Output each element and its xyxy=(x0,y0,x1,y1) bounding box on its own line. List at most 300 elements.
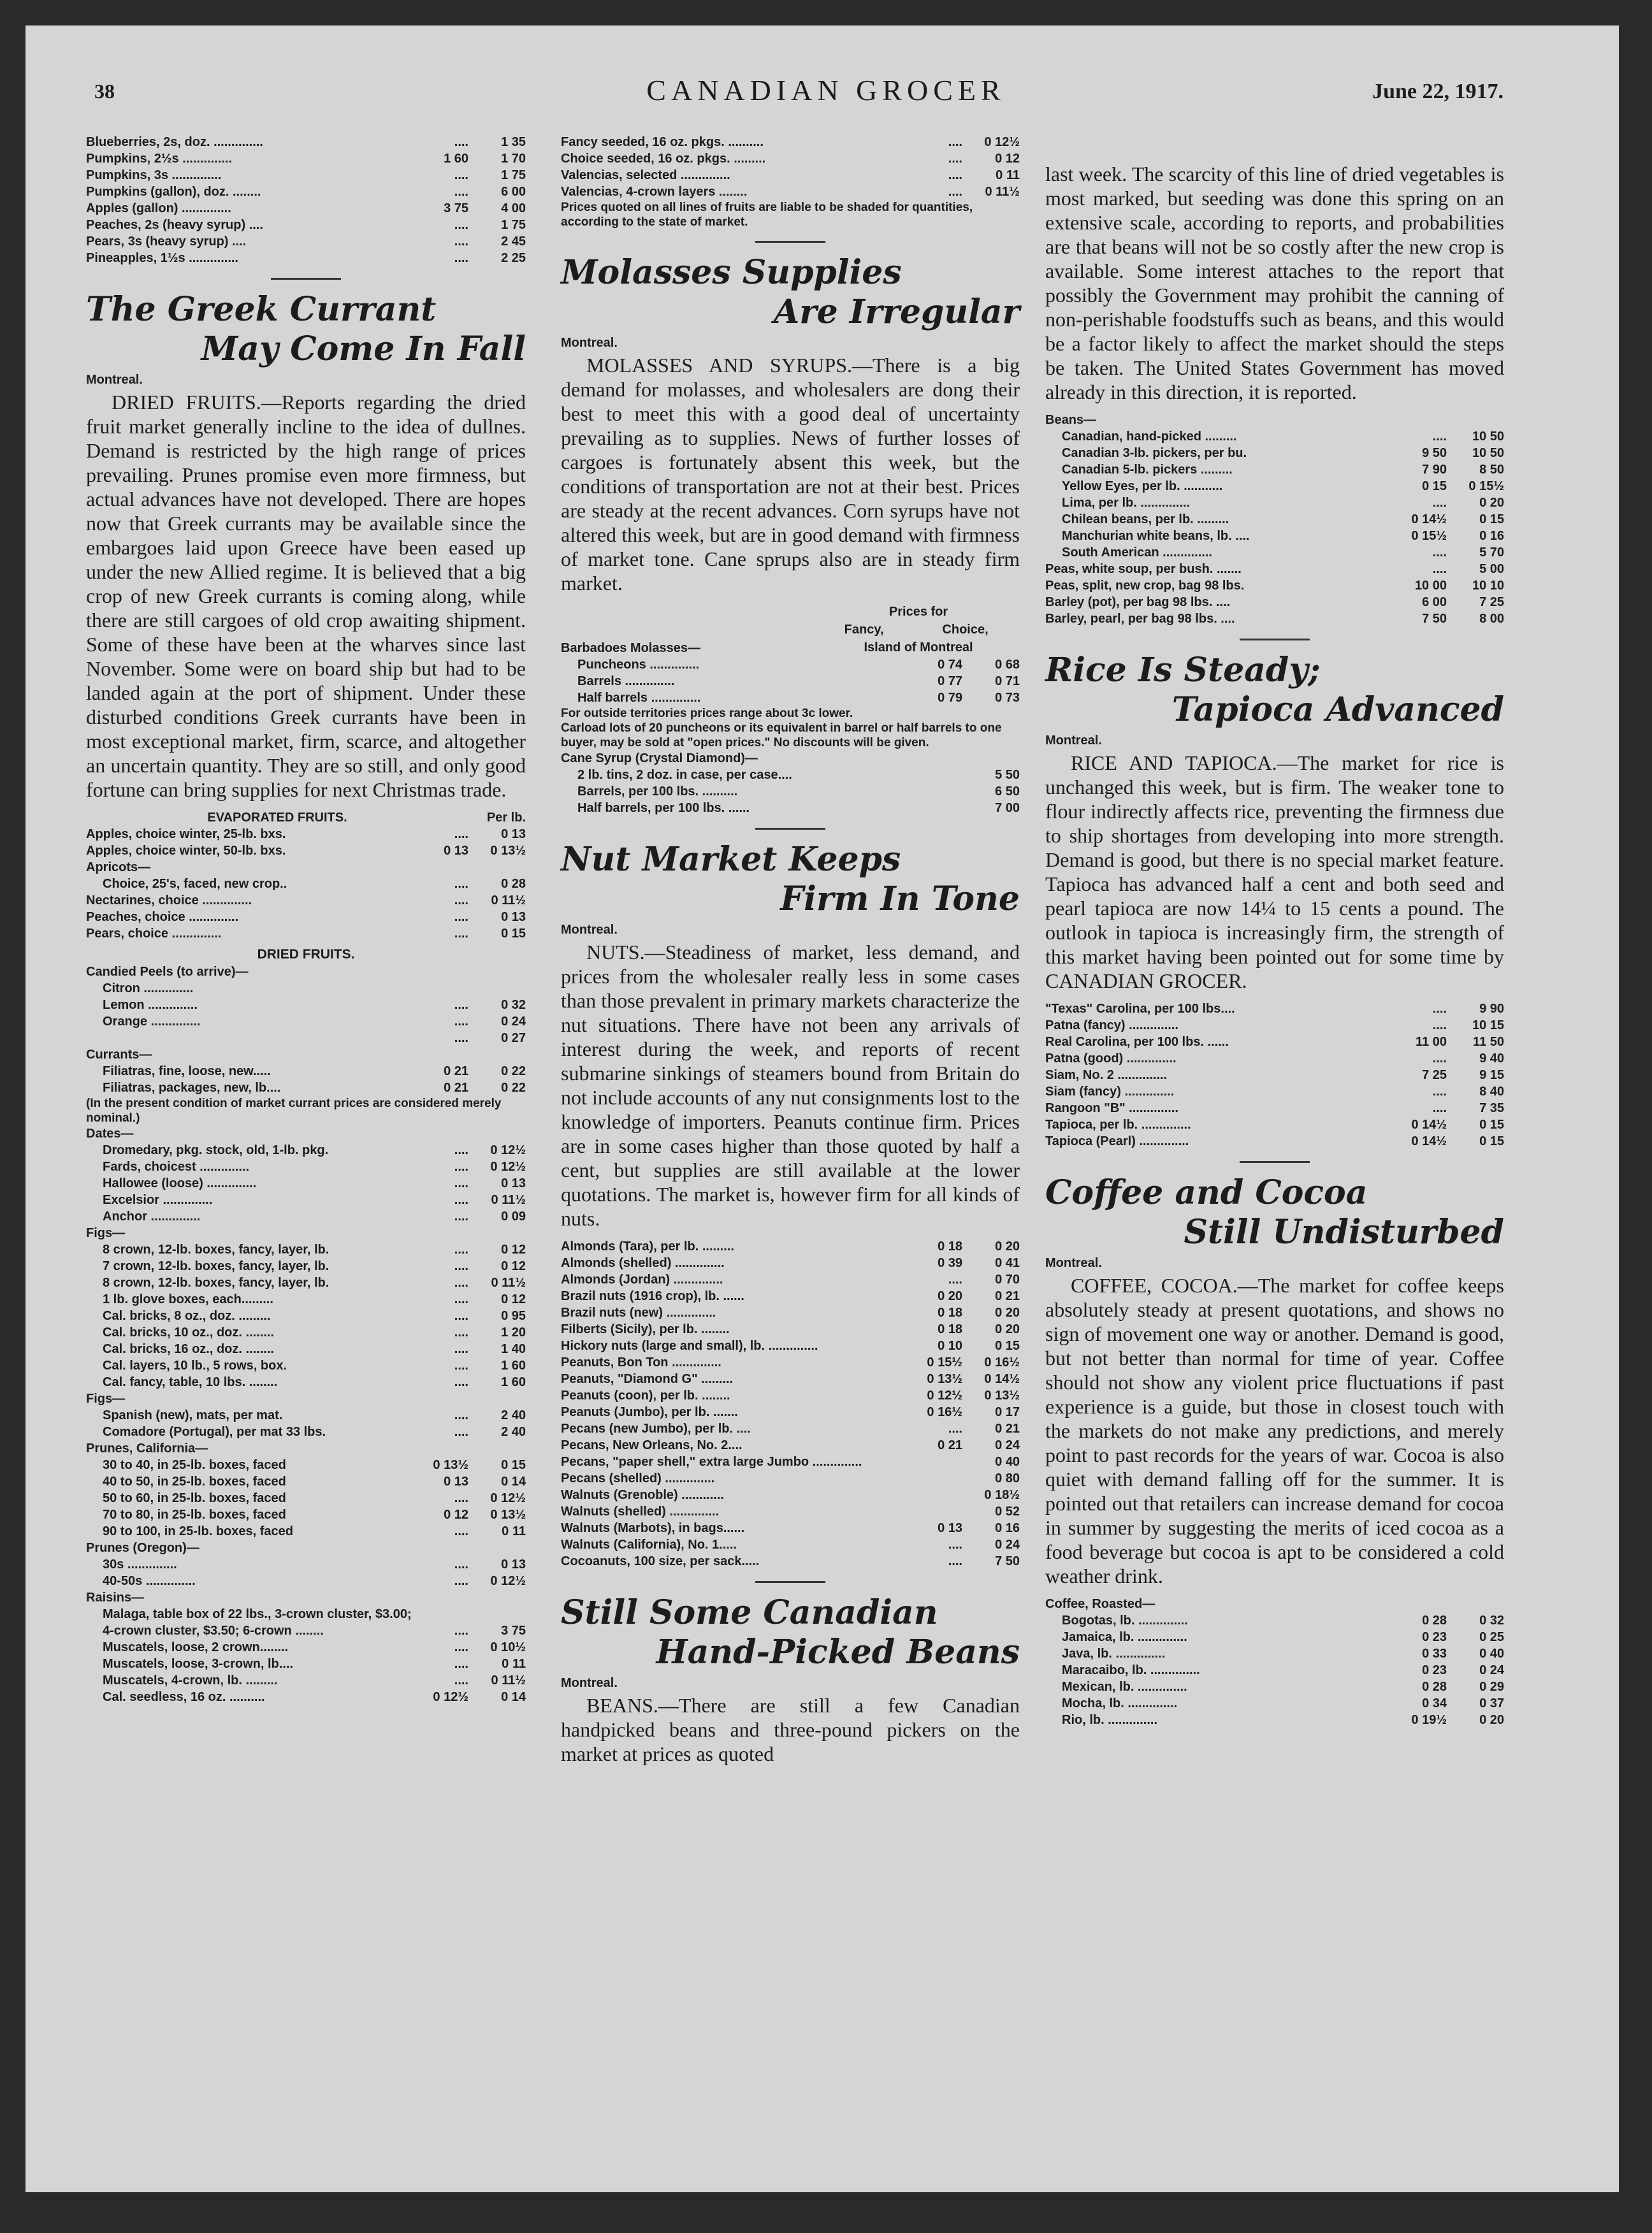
item-label: Filiatras, fine, loose, new..... xyxy=(103,1064,271,1078)
price-row xyxy=(86,1225,526,1241)
high-price: 0 40 xyxy=(995,1455,1020,1469)
item-label: Valencias, selected .............. xyxy=(561,168,730,182)
high-price: 0 40 xyxy=(1479,1647,1504,1661)
price-row xyxy=(86,1457,526,1473)
item-label: South American .............. xyxy=(1062,546,1212,560)
low-price: .... xyxy=(454,1425,468,1439)
high-price: 0 14 xyxy=(501,1690,526,1704)
item-label: Peaches, choice .............. xyxy=(86,910,238,924)
canned-fruits-table xyxy=(86,134,526,266)
high-price: 0 15 xyxy=(1479,512,1504,526)
item-label: Pecans, "paper shell," extra large Jumbo .............. xyxy=(561,1455,862,1469)
price-row xyxy=(86,1142,526,1159)
high-price: 8 00 xyxy=(1479,612,1504,626)
high-price: 2 25 xyxy=(501,251,526,265)
low-price: .... xyxy=(454,877,468,891)
article-heading xyxy=(561,840,1020,919)
item-label: Chilean beans, per lb. ......... xyxy=(1062,512,1229,526)
price-row xyxy=(561,1437,1020,1454)
high-price xyxy=(468,964,526,980)
price-row xyxy=(86,980,526,997)
price-row xyxy=(1045,1645,1504,1662)
price-row xyxy=(86,1606,526,1639)
article-text: —The market for coffee keeps absolutely steady at present quotations, and shows no sign of movement one way or another. Demand is good, but not better than normal for time of year. Coffee should not show any violent price fluctuations if past experience is a guide, but those in closest touch with the markets do not make any predictions, and merely point to past records for the years of war. Cocoa is also quiet with demand falling off for the summer. It is pointed out that retailers can increase demand for cocoa in summer by suggesting the merits of iced cocoa as a food beverage but cocoa is apt to be considered a cold weather drink. xyxy=(1045,1274,1504,1587)
high-price xyxy=(468,1225,526,1241)
high-price xyxy=(468,1440,526,1457)
item-label: Rangoon "B" .............. xyxy=(1045,1101,1178,1115)
low-price: 0 79 xyxy=(938,691,962,705)
low-price: 0 39 xyxy=(938,1256,962,1270)
low-price xyxy=(417,964,468,980)
low-price: 0 74 xyxy=(938,658,962,672)
item-label: Prunes, California— xyxy=(86,1442,208,1456)
item-label: Tapioca, per lb. .............. xyxy=(1045,1118,1191,1132)
low-price: .... xyxy=(948,1422,962,1436)
low-price: .... xyxy=(454,1557,468,1572)
low-price: .... xyxy=(454,1243,468,1257)
price-row xyxy=(561,656,1020,673)
item-label: Figs— xyxy=(86,1226,126,1240)
group-label: Barbadoes Molasses— xyxy=(561,641,700,655)
low-price: 0 34 xyxy=(1422,1696,1447,1710)
evaporated-fruits-header xyxy=(86,809,526,826)
column-header: Fancy, xyxy=(844,623,884,637)
high-price: 9 90 xyxy=(1479,1002,1504,1016)
low-price: 0 15½ xyxy=(1411,529,1447,543)
low-price: .... xyxy=(1432,546,1447,560)
high-price: 1 20 xyxy=(501,1326,526,1340)
high-price: 6 50 xyxy=(995,784,1020,799)
high-price: 0 24 xyxy=(995,1538,1020,1552)
article-body xyxy=(561,353,1020,595)
article-body xyxy=(1045,751,1504,993)
low-price: .... xyxy=(454,827,468,841)
item-label: Pecans (new Jumbo), per lb. .... xyxy=(561,1422,751,1436)
item-label: Mocha, lb. .............. xyxy=(1062,1696,1178,1710)
low-price: 10 00 xyxy=(1414,579,1447,593)
item-label: Fancy seeded, 16 oz. pkgs. .......... xyxy=(561,135,764,149)
item-label: 8 crown, 12-lb. boxes, fancy, layer, lb. xyxy=(103,1243,330,1257)
high-price: 0 11½ xyxy=(491,1276,526,1290)
high-price: 6 00 xyxy=(501,185,526,199)
high-price xyxy=(468,1391,526,1407)
item-label: Pecans, New Orleans, No. 2.... xyxy=(561,1438,743,1452)
dateline: Montreal. xyxy=(561,923,618,937)
high-price: 0 12½ xyxy=(490,1160,526,1174)
item-label: Siam (fancy) .............. xyxy=(1045,1085,1175,1099)
low-price: .... xyxy=(454,1574,468,1588)
item-label: Peanuts, Bon Ton .............. xyxy=(561,1355,721,1369)
high-price: 2 45 xyxy=(501,235,526,249)
item-label: Puncheons .............. xyxy=(577,658,700,672)
high-price: 11 50 xyxy=(1473,1035,1504,1049)
low-price: 0 14½ xyxy=(1411,1118,1447,1132)
item-label: Citron .............. xyxy=(103,981,194,995)
high-price: 0 16 xyxy=(995,1521,1020,1535)
item-label: Cal. bricks, 10 oz., doz. ........ xyxy=(103,1326,274,1340)
item-label: Cal. layers, 10 lb., 5 rows, box. xyxy=(103,1359,287,1373)
dateline: Montreal. xyxy=(1045,733,1102,748)
item-label: Tapioca (Pearl) .............. xyxy=(1045,1134,1189,1148)
price-row xyxy=(86,1523,526,1540)
high-price: 5 00 xyxy=(1479,562,1504,576)
note-text: For outside territories prices range about 3c lower. xyxy=(561,707,853,720)
article-body xyxy=(86,390,526,802)
item-label: Peaches, 2s (heavy syrup) .... xyxy=(86,218,263,232)
high-price: 0 80 xyxy=(995,1471,1020,1485)
high-price: 0 13½ xyxy=(984,1389,1020,1403)
item-label: Pineapples, 1½s .............. xyxy=(86,251,238,265)
price-row xyxy=(561,1255,1020,1271)
high-price: 0 20 xyxy=(995,1239,1020,1254)
column-header: Prices for xyxy=(888,605,948,619)
group-label: Coffee, Roasted— xyxy=(1045,1597,1156,1611)
high-price: 7 50 xyxy=(995,1554,1020,1568)
item-label: Choice seeded, 16 oz. pkgs. ......... xyxy=(561,152,766,166)
low-price: .... xyxy=(1432,1085,1447,1099)
price-row xyxy=(561,800,1020,816)
publication-title: CANADIAN GROCER xyxy=(646,74,1006,106)
price-row xyxy=(86,1324,526,1341)
article-heading xyxy=(561,253,1020,332)
price-row xyxy=(1045,1629,1504,1645)
item-label: Muscatels, loose, 2 crown........ xyxy=(103,1640,289,1654)
high-price: 10 50 xyxy=(1472,446,1504,460)
low-price: 0 12½ xyxy=(433,1690,468,1704)
high-price: 0 13 xyxy=(501,910,526,924)
price-row xyxy=(86,1672,526,1689)
item-label: Peas, split, new crop, bag 98 lbs. xyxy=(1045,579,1245,593)
item-label: Pumpkins (gallon), doz. ........ xyxy=(86,185,261,199)
high-price: 0 17 xyxy=(995,1405,1020,1419)
high-price: 9 40 xyxy=(1479,1051,1504,1066)
item-label: Cocoanuts, 100 size, per sack..... xyxy=(561,1554,760,1568)
price-row xyxy=(561,1503,1020,1520)
price-row xyxy=(1045,461,1504,478)
low-price: 0 12½ xyxy=(927,1389,962,1403)
low-price: .... xyxy=(454,1375,468,1389)
high-price: 0 21 xyxy=(995,1422,1020,1436)
item-label: 1 lb. glove boxes, each......... xyxy=(103,1292,273,1306)
high-price: 0 13 xyxy=(501,1557,526,1572)
high-price: 0 12 xyxy=(995,152,1020,166)
item-label: Prunes (Oregon)— xyxy=(86,1541,199,1555)
item-label: 30s .............. xyxy=(103,1557,177,1572)
item-label: Manchurian white beans, lb. .... xyxy=(1062,529,1250,543)
price-row xyxy=(86,1490,526,1507)
low-price xyxy=(417,1391,468,1407)
high-price: 0 13½ xyxy=(490,844,526,858)
price-row xyxy=(1045,445,1504,461)
high-price: 0 52 xyxy=(995,1505,1020,1519)
price-row xyxy=(1045,1001,1504,1017)
high-price: 0 16½ xyxy=(984,1355,1020,1369)
low-price: .... xyxy=(454,1160,468,1174)
price-row xyxy=(86,964,526,980)
price-row xyxy=(1045,1017,1504,1034)
price-row xyxy=(86,859,526,876)
dried-fruits-table xyxy=(86,964,526,1705)
high-price: 0 28 xyxy=(501,877,526,891)
column-1 xyxy=(86,134,526,1705)
item-label: Walnuts (Marbots), in bags...... xyxy=(561,1521,745,1535)
low-price: .... xyxy=(454,1624,468,1638)
item-label: Peas, white soup, per bush. ....... xyxy=(1045,562,1242,576)
high-price: 0 15 xyxy=(1479,1118,1504,1132)
item-label: Muscatels, loose, 3-crown, lb.... xyxy=(103,1657,293,1671)
high-price: 1 40 xyxy=(501,1342,526,1356)
low-price xyxy=(911,767,962,783)
high-price: 0 24 xyxy=(1479,1663,1504,1677)
high-price: 0 14 xyxy=(501,1475,526,1489)
item-label: Lemon .............. xyxy=(103,998,198,1012)
price-row xyxy=(1045,1116,1504,1133)
unit-label: Per lb. xyxy=(486,811,526,825)
item-label: Orange .............. xyxy=(103,1015,201,1029)
item-label: Dates— xyxy=(86,1127,134,1141)
item-label: Excelsior .............. xyxy=(103,1193,213,1207)
item-label: 7 crown, 12-lb. boxes, fancy, layer, lb. xyxy=(103,1259,330,1273)
item-label: Filiatras, packages, new, lb.... xyxy=(103,1081,281,1095)
price-row xyxy=(86,997,526,1013)
low-price: .... xyxy=(454,1309,468,1323)
price-row xyxy=(86,1275,526,1291)
price-row xyxy=(86,1589,526,1606)
article-heading xyxy=(561,1593,1020,1672)
low-price: 0 13½ xyxy=(927,1372,962,1386)
price-row xyxy=(86,167,526,184)
high-price: 1 75 xyxy=(501,218,526,232)
high-price: 0 15½ xyxy=(1468,479,1504,493)
heading-line: The Greek Currant xyxy=(86,290,437,329)
price-row xyxy=(86,925,526,942)
item-label: Barrels .............. xyxy=(577,674,675,688)
price-row xyxy=(561,1404,1020,1420)
low-price: 0 16½ xyxy=(927,1405,962,1419)
item-label: 70 to 80, in 25-lb. boxes, faced xyxy=(103,1508,286,1522)
high-price: 1 35 xyxy=(501,135,526,149)
high-price: 9 15 xyxy=(1479,1068,1504,1082)
lead-in: MOLASSES AND SYRUPS. xyxy=(586,354,852,377)
high-price: 1 75 xyxy=(501,168,526,182)
high-price: 0 09 xyxy=(501,1210,526,1224)
note-text: Prices quoted on all lines of fruits are liable to be shaded for quantities, according to the state of market. xyxy=(561,201,973,229)
high-price: 0 68 xyxy=(995,658,1020,672)
high-price xyxy=(468,1125,526,1142)
heading-line: Coffee and Cocoa xyxy=(1045,1173,1368,1212)
price-row xyxy=(86,1096,526,1125)
price-row xyxy=(86,1013,526,1030)
low-price: 0 13 xyxy=(444,1475,468,1489)
item-label: Lima, per lb. .............. xyxy=(1062,496,1191,510)
coffee-group xyxy=(1045,1596,1504,1612)
high-price: 0 18½ xyxy=(984,1488,1020,1502)
price-row xyxy=(86,826,526,842)
high-price: 4 00 xyxy=(501,201,526,215)
item-label: Almonds (Jordan) .............. xyxy=(561,1273,723,1287)
item-label: Siam, No. 2 .............. xyxy=(1045,1068,1168,1082)
low-price: .... xyxy=(454,1326,468,1340)
price-row xyxy=(1045,495,1504,511)
price-row xyxy=(561,1553,1020,1570)
article-body-continued: last week. The scarcity of this line of dried vegetables is most marked, but seeding was done this spring on an extensive scale, according to reports, and probabilities are that beans will not be so costly after the new crop is available. Some interest attaches to the report that possibly the Government may prohibit the canning of non-perishable foodstuffs such as beans, and this would be a factor likely to affect the market should the steps be taken. The United States Government has moved already in this direction, it is reported. xyxy=(1045,163,1504,403)
low-price: .... xyxy=(454,168,468,182)
price-row xyxy=(86,1063,526,1080)
low-price: 11 00 xyxy=(1416,1035,1447,1049)
nuts-table xyxy=(561,1238,1020,1570)
heading-line: Firm In Tone xyxy=(780,879,1020,918)
high-price: 0 11½ xyxy=(985,185,1020,199)
price-row xyxy=(86,1424,526,1440)
price-row xyxy=(86,1125,526,1142)
low-price: .... xyxy=(1432,496,1447,510)
low-price: 0 13½ xyxy=(433,1458,468,1472)
item-label: Fards, choicest .............. xyxy=(103,1160,250,1174)
item-label: Figs— xyxy=(86,1392,126,1406)
item-label: Pumpkins, 2½s .............. xyxy=(86,152,232,166)
molasses-table xyxy=(561,656,1020,706)
molasses-price-header xyxy=(561,603,1020,656)
item-label: Choice, 25's, faced, new crop.. xyxy=(103,877,287,891)
article-body xyxy=(1045,1273,1504,1588)
item-label: Candied Peels (to arrive)— xyxy=(86,965,249,979)
low-price: 0 18 xyxy=(938,1239,962,1254)
heading-line: Molasses Supplies xyxy=(561,253,902,292)
item-label: 2 lb. tins, 2 doz. in case, per case.... xyxy=(577,768,792,782)
article-text: —There is a big demand for molasses, and wholesalers are dong their best to meet this with a good deal of uncertainty prevailing as to supplies. News of further losses of cargoes is fortunately absent this week, but the conditions of transportation are not at their best. Prices are steady at the recent advances. Corn syrups have not altered this week, but are in good demand with firmness of market tone. Cane sprups also are in steady firm market. xyxy=(561,354,1020,595)
item-label: 40 to 50, in 25-lb. boxes, faced xyxy=(103,1475,286,1489)
section-divider xyxy=(755,241,825,243)
high-price: 0 27 xyxy=(501,1031,526,1045)
high-price xyxy=(468,980,526,997)
low-price: 0 13 xyxy=(444,844,468,858)
high-price xyxy=(468,1589,526,1606)
item-label: Maracaibo, lb. .............. xyxy=(1062,1663,1200,1677)
column-header: Choice, xyxy=(942,623,989,637)
low-price: 0 20 xyxy=(938,1289,962,1303)
heading-line: Still Some Canadian xyxy=(561,1593,938,1632)
price-row xyxy=(1045,1050,1504,1067)
price-row xyxy=(86,1159,526,1175)
low-price: 0 10 xyxy=(938,1339,962,1353)
price-row xyxy=(1045,478,1504,495)
price-row xyxy=(561,1387,1020,1404)
price-row xyxy=(86,134,526,150)
low-price: 0 21 xyxy=(444,1081,468,1095)
price-row xyxy=(86,876,526,892)
high-price: 0 13½ xyxy=(490,1508,526,1522)
low-price: .... xyxy=(454,910,468,924)
item-label: Apples (gallon) .............. xyxy=(86,201,231,215)
high-price: 8 50 xyxy=(1479,463,1504,477)
cane-syrup-table xyxy=(561,767,1020,816)
low-price: 0 14½ xyxy=(1411,512,1447,526)
price-row xyxy=(86,200,526,217)
item-label: Brazil nuts (new) .............. xyxy=(561,1306,716,1320)
price-row xyxy=(86,842,526,859)
price-note xyxy=(561,200,1020,229)
high-price: 0 12½ xyxy=(490,1143,526,1157)
low-price: .... xyxy=(948,135,962,149)
item-label: Pumpkins, 3s .............. xyxy=(86,168,222,182)
high-price: 10 10 xyxy=(1472,579,1504,593)
item-label: 8 crown, 12-lb. boxes, fancy, layer, lb. xyxy=(103,1276,330,1290)
lead-in: NUTS. xyxy=(586,941,645,964)
low-price: .... xyxy=(1432,1101,1447,1115)
dateline: Montreal. xyxy=(561,336,618,350)
low-price: .... xyxy=(948,1554,962,1568)
item-label: Apples, choice winter, 50-lb. bxs. xyxy=(86,844,286,858)
item-label: 90 to 100, in 25-lb. boxes, faced xyxy=(103,1524,294,1538)
price-row xyxy=(561,134,1020,150)
low-price xyxy=(417,1440,468,1457)
price-row xyxy=(1045,1100,1504,1116)
low-price: .... xyxy=(454,235,468,249)
price-row xyxy=(1045,544,1504,561)
heading-line: Hand-Picked Beans xyxy=(656,1633,1020,1672)
high-price: 0 41 xyxy=(995,1256,1020,1270)
molasses-notes xyxy=(561,706,1020,767)
item-label: Bogotas, lb. .............. xyxy=(1062,1614,1188,1628)
price-row xyxy=(86,1407,526,1424)
section-divider xyxy=(755,828,825,830)
article-text: —There are still a few Canadian handpicked beans and three-pound pickers on the market at prices as quoted xyxy=(561,1694,1020,1765)
price-row xyxy=(561,690,1020,706)
low-price: .... xyxy=(1432,1002,1447,1016)
article-text: —The market for rice is unchanged this week, but is firm. The weaker tone to flour indirectly affects rice, preventing the firmness due to ship shortages from developing into more strength. Demand is good, but there is no special market feature. Tapioca has advanced half a cent and both seed and pearl tapioca are now 14¼ to 15 cents a pound. The outlook in tapioca is increasingly firm, the strength of this market having been pointed out for some time by CANADIAN GROCER. xyxy=(1045,751,1505,992)
table-title: DRIED FRUITS. xyxy=(257,947,355,962)
low-price xyxy=(417,1540,468,1556)
item-label xyxy=(86,1030,417,1046)
low-price xyxy=(911,783,962,800)
high-price: 0 11 xyxy=(996,168,1020,182)
high-price: 0 20 xyxy=(995,1322,1020,1336)
price-row xyxy=(1045,1133,1504,1150)
article-heading xyxy=(86,290,526,369)
item-label: Hickory nuts (large and small), lb. .............. xyxy=(561,1339,818,1353)
item-label: Almonds (Tara), per lb. ......... xyxy=(561,1239,734,1254)
item-label: Anchor .............. xyxy=(103,1210,201,1224)
low-price: 0 77 xyxy=(938,674,962,688)
high-price: 0 15 xyxy=(995,1339,1020,1353)
low-price: .... xyxy=(948,1273,962,1287)
low-price xyxy=(911,1503,962,1520)
price-row xyxy=(561,1487,1020,1503)
price-row xyxy=(561,1271,1020,1288)
low-price: 0 33 xyxy=(1422,1647,1447,1661)
high-price: 0 37 xyxy=(1479,1696,1504,1710)
section-divider xyxy=(271,278,341,280)
low-price: 0 18 xyxy=(938,1306,962,1320)
price-row xyxy=(86,184,526,200)
low-price: 0 19½ xyxy=(1411,1713,1447,1727)
low-price: .... xyxy=(454,1673,468,1687)
low-price: .... xyxy=(454,218,468,232)
high-price: 0 73 xyxy=(995,691,1020,705)
low-price xyxy=(417,980,468,997)
low-price: .... xyxy=(454,1359,468,1373)
item-label: Barley (pot), per bag 98 lbs. .... xyxy=(1045,595,1231,609)
lead-in: COFFEE, COCOA. xyxy=(1071,1274,1238,1297)
item-label: Almonds (shelled) .............. xyxy=(561,1256,725,1270)
high-price: 0 22 xyxy=(501,1064,526,1078)
high-price: 0 95 xyxy=(501,1309,526,1323)
item-label: Hallowee (loose) .............. xyxy=(103,1176,257,1190)
price-row xyxy=(86,909,526,925)
high-price: 1 60 xyxy=(501,1375,526,1389)
price-row xyxy=(86,1208,526,1225)
high-price xyxy=(468,1540,526,1556)
